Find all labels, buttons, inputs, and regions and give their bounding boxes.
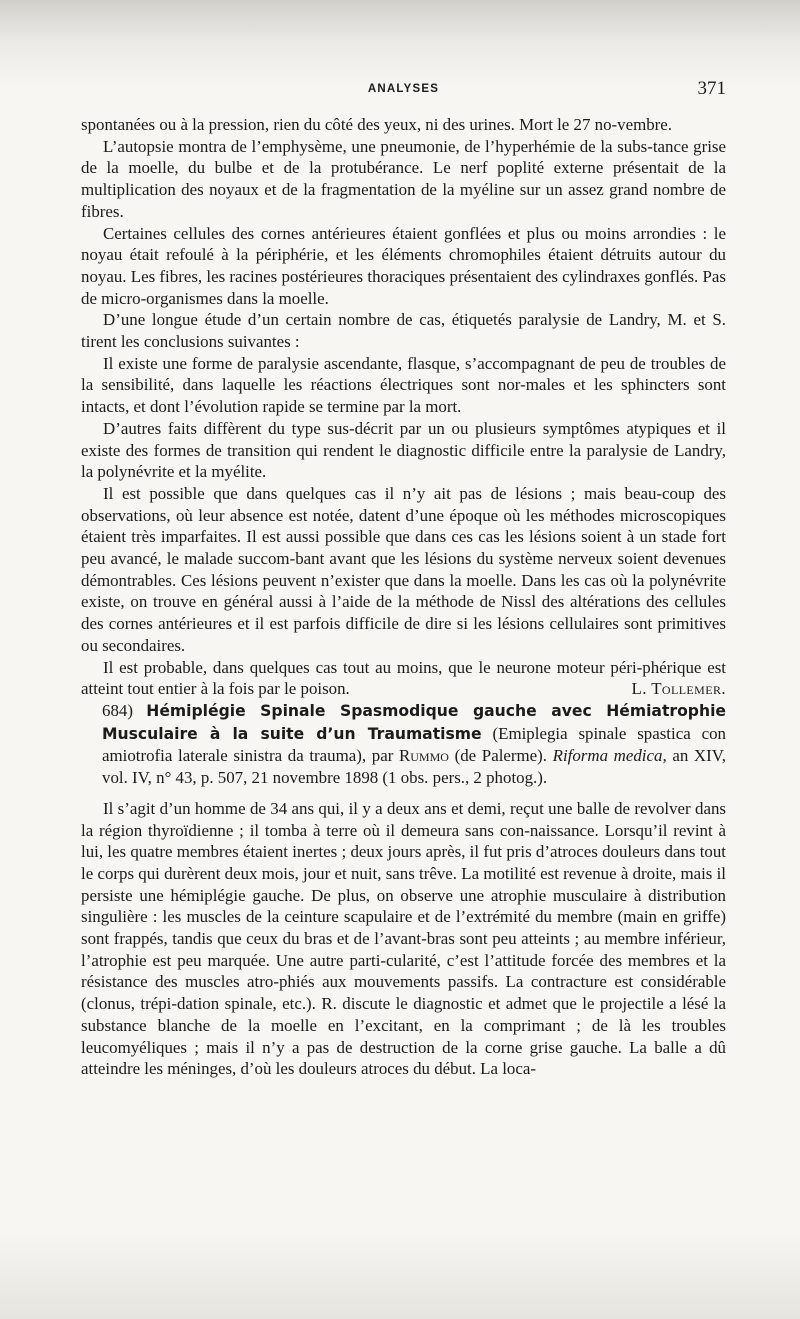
entry-citation: an XIV, vol. IV, n° 43, p. 507, 21 novembre 1898 (1 obs. pers., 2 photog.). bbox=[102, 746, 726, 788]
entry-italian-title: (Emiplegia spinale spastica con amiotrofia laterale sinistra da trauma), par bbox=[102, 723, 726, 766]
paragraph: L’autopsie montra de l’emphysème, une pneumonie, de l’hyperhémie de la subs-tance grise de la moelle, du bulbe et de la protubérance. Le nerf poplité externe présentait de la multiplication des noyaux et de la fragmentation de la myéline sur un assez grand nombre de fibres. bbox=[81, 136, 726, 221]
entry-affiliation: (de Palerme). bbox=[454, 746, 547, 766]
paragraph: Il est possible que dans quelques cas il n’y ait pas de lésions ; mais beau-coup des observations, où leur absence est notée, datent d’une époque où les méthodes microscopiques étaient très imparfaites. Il est aussi possible que dans ces cas les lésions soient à un stade fort peu avancé, le malade succom-bant avant que les lésions du système nerveux soient devenues démontrables. Ces lésions peuvent n’exister que dans la moelle. Dans les cas où la polynévrite existe, on trouve en général aussi à l’aide de la méthode de Nissl des altérations des cellules des cornes antérieures et il est parfois difficile de dire si les lésions cellulaires sont primitives ou secondaires. bbox=[81, 483, 726, 655]
author-signature: L. Tollemer. bbox=[631, 679, 726, 699]
page-number: 371 bbox=[697, 78, 726, 99]
paragraph: Certaines cellules des cornes antérieures étaient gonflées et plus ou moins arrondies : le noyau était refoulé à la périphérie, et les éléments chromophiles étaient détruits autour du noyau. Les fibres, les racines postérieures thoraciques présentaient des cylindraxes gonflés. Pas de micro-organismes dans la moelle. bbox=[81, 223, 726, 308]
paragraph: Il existe une forme de paralysie ascendante, flasque, s’accompagnant de peu de troubles de la sensibilité, dans laquelle les réactions électriques sont nor-males et les sphincters sont intacts, et dont l’évolution rapide se termine par la mort. bbox=[81, 353, 726, 417]
entry-heading bbox=[81, 700, 726, 789]
entry-journal: Riforma medica, bbox=[552, 746, 667, 766]
paragraph: spontanées ou à la pression, rien du côté des yeux, ni des urines. Mort le 27 no-vembre. bbox=[81, 115, 673, 134]
paragraph: D’autres faits diffèrent du type sus-décrit par un ou plusieurs symptômes atypiques et il existe des formes de transition qui rendent le diagnostic difficile entre la paralysie de Landry, la polynévrite et la myélite. bbox=[81, 418, 726, 482]
entry-author: Rummo bbox=[398, 746, 449, 766]
closing-text: Il est probable, dans quelques cas tout au moins, que le neurone moteur péri-phérique est atteint tout entier à la fois par le poison. bbox=[81, 657, 726, 699]
running-title: ANALYSES bbox=[367, 83, 440, 95]
paragraph: D’une longue étude d’un certain nombre de cas, étiquetés paralysie de Landry, M. et S. tirent les conclusions suivantes : bbox=[81, 310, 726, 352]
entry-title: Hémiplégie Spinale Spasmodique gauche avec Hémiatrophie Musculaire à la suite d’un Traumatisme bbox=[102, 701, 726, 743]
page-header bbox=[81, 78, 726, 100]
page-body bbox=[81, 114, 726, 1080]
entry-paragraph: Il s’agit d’un homme de 34 ans qui, il y a deux ans et demi, reçut une balle de revolver dans la région thyroïdienne ; il tomba à terre où il demeura sans con-naissance. Lorsqu’il revint à lui, les quatre membres étaient inertes ; deux jours après, il fut pris d’atroces douleurs dans tout le corps qui durèrent deux mois, jour et nuit, sans trêve. La motilité est revenue à droite, mais il persiste une hémiplégie gauche. De plus, on observe une atrophie musculaire à distribution singulière : les muscles de la ceinture scapulaire et de l’extrémité du membre (main en griffe) sont frappés, tandis que ceux du bras et de l’avant-bras sont peu atteints ; au membre inférieur, l’atrophie est peu marquée. Une autre parti-cularité, c’est l’attitude forcée des membres et la résistance des muscles atro-phiés aux mouvements passifs. La contracture est considérable (clonus, trépi-dation spinale, etc.). R. discute le diagnostic et admet que le projectile a lésé la substance blanche de la moelle en l’excitant, en la comprimant ; de là les troubles leucomyéliques ; mais il n’y a pas de destruction de la corne grise gauche. La balle a dû atteindre les méninges, d’où les douleurs atroces du début. La loca- bbox=[81, 798, 726, 1079]
entry-number: 684) bbox=[102, 700, 133, 720]
closing-paragraph bbox=[81, 657, 726, 700]
